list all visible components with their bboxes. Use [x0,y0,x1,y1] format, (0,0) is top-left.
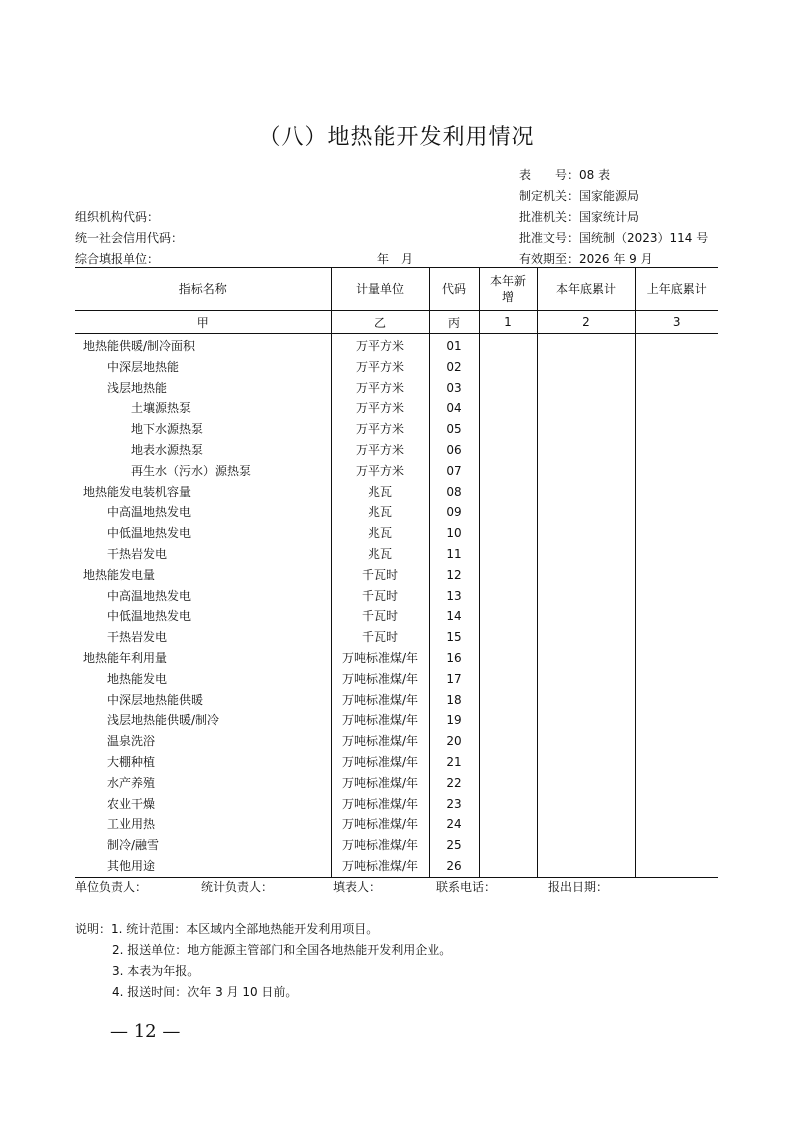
row-code: 16 [429,648,479,669]
row-code: 22 [429,773,479,794]
row-new-this-year [479,835,537,856]
row-unit: 万吨标准煤/年 [331,752,429,773]
row-cumulative-this-year [537,565,635,586]
subheader-jia: 甲 [75,311,331,334]
row-cumulative-last-year [635,544,718,565]
row-code: 10 [429,523,479,544]
row-unit: 千瓦时 [331,627,429,648]
row-name: 中低温地热发电 [107,526,192,541]
row-cumulative-this-year [537,586,635,607]
row-new-this-year [479,502,537,523]
row-code: 09 [429,502,479,523]
table-row [75,523,718,544]
row-unit: 万吨标准煤/年 [331,669,429,690]
row-name: 地热能年利用量 [83,650,168,665]
row-cumulative-last-year [635,440,718,461]
row-code: 06 [429,440,479,461]
row-cumulative-last-year [635,482,718,503]
table-row [75,482,718,503]
row-unit: 万吨标准煤/年 [331,773,429,794]
row-unit: 万平方米 [331,357,429,378]
row-cumulative-last-year [635,669,718,690]
row-unit: 千瓦时 [331,606,429,627]
approving-authority: 批准机关：国家统计局 [519,210,640,224]
row-new-this-year [479,814,537,835]
row-code: 23 [429,794,479,815]
row-code: 20 [429,731,479,752]
subheader-col-3: 3 [635,311,718,334]
subheader-col-2: 2 [537,311,635,334]
row-new-this-year [479,334,537,357]
row-code: 18 [429,690,479,711]
row-new-this-year [479,731,537,752]
row-unit: 万吨标准煤/年 [331,814,429,835]
table-row [75,565,718,586]
row-code: 02 [429,357,479,378]
row-unit: 万平方米 [331,419,429,440]
row-cumulative-this-year [537,502,635,523]
row-cumulative-last-year [635,835,718,856]
row-new-this-year [479,440,537,461]
row-code: 15 [429,627,479,648]
row-name: 地表水源热泵 [131,442,204,457]
subheader-col-1: 1 [479,311,537,334]
row-name: 温泉洗浴 [107,734,156,749]
row-cumulative-last-year [635,814,718,835]
row-unit: 兆瓦 [331,482,429,503]
row-cumulative-this-year [537,690,635,711]
table-row [75,378,718,399]
row-code: 04 [429,398,479,419]
row-name: 浅层地热能供暖/制冷 [107,713,220,728]
row-new-this-year [479,565,537,586]
approval-number: 批准文号：国统制（2023）114 号 [519,231,709,245]
reporting-unit-label: 综合填报单位： [75,252,160,266]
table-row [75,334,718,357]
row-name: 中深层地热能 [107,359,180,374]
row-cumulative-last-year [635,378,718,399]
geothermal-table [75,267,718,878]
row-unit: 兆瓦 [331,502,429,523]
row-new-this-year [479,544,537,565]
row-new-this-year [479,398,537,419]
table-row [75,731,718,752]
valid-until: 有效期至：2026 年 9 月 [519,252,653,266]
note-4: 4. 报送时间：次年 3 月 10 日前。 [112,985,298,999]
row-cumulative-last-year [635,419,718,440]
row-name: 其他用途 [75,856,331,877]
row-code: 12 [429,565,479,586]
row-new-this-year [479,856,537,877]
row-cumulative-this-year [537,835,635,856]
row-cumulative-last-year [635,334,718,357]
row-unit: 万平方米 [331,398,429,419]
row-new-this-year [479,523,537,544]
row-name: 干热岩发电 [107,630,168,645]
row-name: 工业用热 [107,817,156,832]
table-row [75,752,718,773]
row-cumulative-this-year [537,334,635,357]
table-row [75,502,718,523]
row-cumulative-this-year [537,752,635,773]
signature-unit-head: 单位负责人： [75,880,148,894]
subheader-bing: 丙 [429,311,479,334]
row-cumulative-this-year [537,856,635,877]
signature-stats-head: 统计负责人： [201,880,274,894]
row-name: 土壤源热泵 [131,401,192,416]
row-cumulative-last-year [635,523,718,544]
row-cumulative-this-year [537,814,635,835]
row-unit: 万吨标准煤/年 [331,710,429,731]
row-cumulative-this-year [537,523,635,544]
page-number: — 12 — [110,1021,181,1042]
row-cumulative-last-year [635,752,718,773]
row-unit: 万吨标准煤/年 [331,835,429,856]
row-cumulative-this-year [537,648,635,669]
signature-phone: 联系电话： [436,880,497,894]
row-unit: 千瓦时 [331,565,429,586]
row-name: 大棚种植 [107,754,156,769]
row-new-this-year [479,752,537,773]
row-unit: 万吨标准煤/年 [331,794,429,815]
row-unit: 万吨标准煤/年 [331,648,429,669]
table-row [75,440,718,461]
row-code: 07 [429,461,479,482]
header-cumulative-last-year: 上年底累计 [635,268,718,311]
row-name: 农业干燥 [107,796,156,811]
row-cumulative-this-year [537,461,635,482]
header-new-this-year: 本年新增 [479,268,537,311]
header-cumulative-this-year: 本年底累计 [537,268,635,311]
row-new-this-year [479,357,537,378]
row-cumulative-this-year [537,419,635,440]
row-cumulative-this-year [537,606,635,627]
row-code: 05 [429,419,479,440]
issuing-authority: 制定机关：国家能源局 [519,189,640,203]
row-unit: 千瓦时 [331,586,429,607]
table-row [75,835,718,856]
row-new-this-year [479,690,537,711]
table-row [75,357,718,378]
row-unit: 万平方米 [331,440,429,461]
row-new-this-year [479,773,537,794]
header-indicator-name: 指标名称 [75,268,331,311]
row-cumulative-last-year [635,398,718,419]
row-code: 24 [429,814,479,835]
table-row [75,544,718,565]
row-cumulative-this-year [537,398,635,419]
row-unit: 万平方米 [331,334,429,357]
row-code: 08 [429,482,479,503]
row-name: 地热能发电 [107,671,168,686]
row-name: 再生水（污水）源热泵 [131,463,252,478]
row-code: 01 [429,334,479,357]
table-row [75,814,718,835]
table-row [75,690,718,711]
table-row [75,461,718,482]
row-cumulative-last-year [635,731,718,752]
table-row [75,398,718,419]
header-unit: 计量单位 [331,268,429,311]
row-code: 19 [429,710,479,731]
row-cumulative-last-year [635,357,718,378]
row-cumulative-this-year [537,627,635,648]
row-unit: 万吨标准煤/年 [331,690,429,711]
row-new-this-year [479,606,537,627]
row-cumulative-last-year [635,794,718,815]
page-title: （八）地热能开发利用情况 [258,125,535,150]
note-2: 2. 报送单位：地方能源主管部门和全国各地热能开发利用企业。 [112,943,452,957]
row-code: 13 [429,586,479,607]
row-cumulative-this-year [537,544,635,565]
row-name: 中深层地热能供暖 [107,692,204,707]
row-cumulative-this-year [537,669,635,690]
subheader-yi: 乙 [331,311,429,334]
row-code: 03 [429,378,479,399]
header-code: 代码 [429,268,479,311]
row-new-this-year [479,482,537,503]
signature-report-date: 报出日期： [548,880,609,894]
row-cumulative-last-year [635,565,718,586]
row-name: 地热能供暖/制冷面积 [83,339,196,353]
row-name: 中高温地热发电 [107,588,192,603]
row-new-this-year [479,627,537,648]
row-cumulative-last-year [635,710,718,731]
row-name: 地热能发电量 [83,567,156,582]
row-cumulative-this-year [537,794,635,815]
row-cumulative-this-year [537,482,635,503]
signature-preparer: 填表人： [333,880,382,894]
row-cumulative-last-year [635,606,718,627]
report-period: 年 月 [377,252,414,266]
row-new-this-year [479,419,537,440]
row-name: 地下水源热泵 [131,422,204,437]
row-name: 中高温地热发电 [107,505,192,520]
row-new-this-year [479,710,537,731]
row-cumulative-this-year [537,357,635,378]
note-3: 3. 本表为年报。 [112,964,200,978]
row-new-this-year [479,794,537,815]
table-row [75,648,718,669]
row-unit: 兆瓦 [331,523,429,544]
row-cumulative-last-year [635,627,718,648]
table-row [75,586,718,607]
table-row [75,627,718,648]
row-code: 21 [429,752,479,773]
row-unit: 万平方米 [331,378,429,399]
table-row [75,669,718,690]
row-cumulative-this-year [537,710,635,731]
row-cumulative-last-year [635,461,718,482]
row-cumulative-last-year [635,856,718,877]
row-cumulative-last-year [635,586,718,607]
table-row [75,710,718,731]
row-new-this-year [479,669,537,690]
row-cumulative-this-year [537,731,635,752]
table-row [75,773,718,794]
table-row [75,419,718,440]
credit-code-label: 统一社会信用代码： [75,231,184,245]
row-code: 26 [429,856,479,877]
table-row [75,856,718,877]
org-code-label: 组织机构代码： [75,210,160,224]
row-cumulative-this-year [537,440,635,461]
row-name: 水产养殖 [107,775,156,790]
row-unit: 万平方米 [331,461,429,482]
table-row [75,606,718,627]
row-new-this-year [479,461,537,482]
note-1: 说明：1. 统计范围：本区域内全部地热能开发利用项目。 [75,922,379,936]
row-name: 干热岩发电 [107,546,168,561]
row-cumulative-last-year [635,648,718,669]
row-new-this-year [479,378,537,399]
row-code: 25 [429,835,479,856]
row-cumulative-last-year [635,773,718,794]
row-unit: 万吨标准煤/年 [331,856,429,877]
row-cumulative-last-year [635,690,718,711]
row-cumulative-this-year [537,773,635,794]
row-new-this-year [479,586,537,607]
row-code: 17 [429,669,479,690]
row-code: 11 [429,544,479,565]
row-name: 制冷/融雪 [107,838,160,853]
row-code: 14 [429,606,479,627]
row-new-this-year [479,648,537,669]
row-name: 浅层地热能 [107,380,168,395]
row-cumulative-last-year [635,502,718,523]
row-name: 中低温地热发电 [107,609,192,624]
row-unit: 兆瓦 [331,544,429,565]
row-name: 地热能发电装机容量 [83,484,192,499]
row-cumulative-this-year [537,378,635,399]
table-row [75,794,718,815]
row-unit: 万吨标准煤/年 [331,731,429,752]
form-number: 表 号：08 表 [519,168,611,182]
